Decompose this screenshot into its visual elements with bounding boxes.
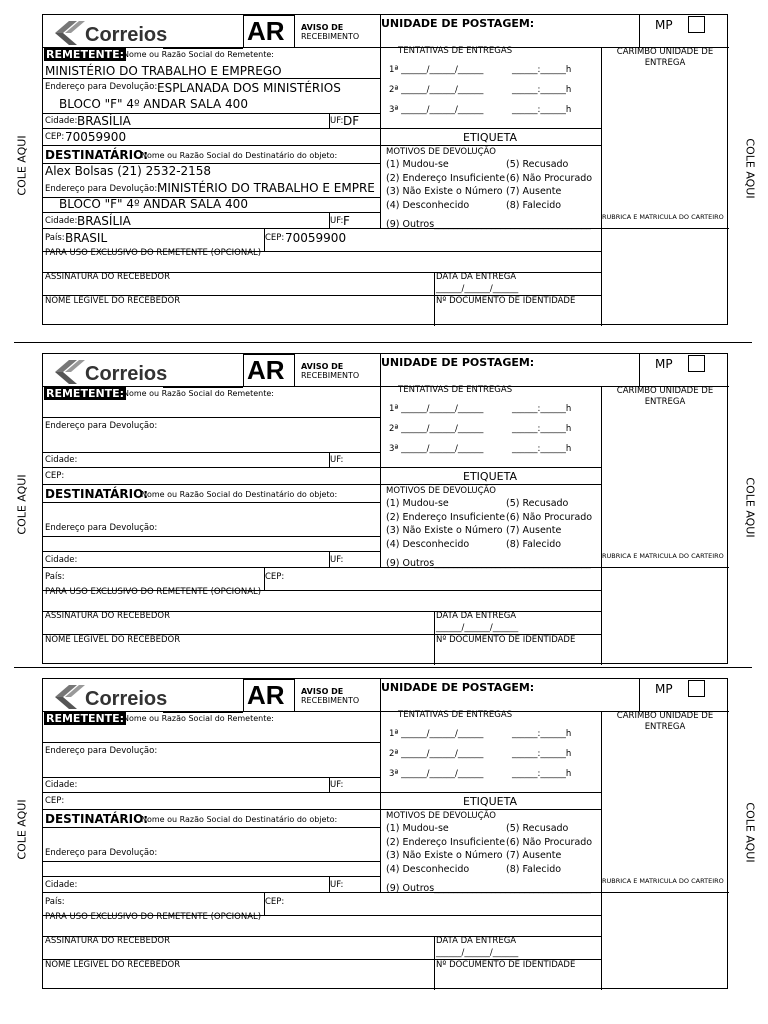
- assinatura-label: ASSINATURA DO RECEBEDOR: [45, 272, 170, 282]
- tentativa-1-date: 1ª ______/______/______: [389, 404, 484, 414]
- cep-label: CEP:: [45, 132, 65, 142]
- motivo-9: (9) Outros_________________________________: [386, 883, 591, 894]
- remetente-hint: Nome ou Razão Social do Remetente:: [123, 714, 274, 723]
- destinatario-hint: Nome ou Razão Social do Destinatário do objeto:: [141, 151, 338, 160]
- remetente-label: REMETENTE:: [46, 387, 125, 400]
- cole-aqui-right-3: COLE AQUI: [743, 802, 757, 863]
- tentativa-2-hour: ______:______h: [512, 424, 572, 434]
- dest-cidade-label: Cidade:: [45, 880, 78, 890]
- correios-logo: [51, 681, 251, 713]
- correios-arrows-icon: [51, 19, 87, 47]
- pais-label: País:: [45, 233, 65, 243]
- carimbo-line-1: CARIMBO UNIDADE DE: [616, 386, 714, 396]
- tentativas-label: TENTATIVAS DE ENTREGAS: [398, 385, 513, 395]
- cidade-value: BRASÍLIA: [77, 114, 131, 128]
- motivo-9: (9) Outros_________________________________: [386, 558, 591, 569]
- motivo-3: (3) Não Existe o Número: [386, 525, 503, 536]
- cidade-label: Cidade:: [45, 116, 78, 126]
- motivo-3: (3) Não Existe o Número: [386, 850, 503, 861]
- carimbo-label: [601, 711, 729, 733]
- tentativa-3-date: 3ª ______/______/______: [389, 769, 484, 779]
- carimbo-line-2: ENTREGA: [644, 397, 686, 407]
- documento-label: Nº DOCUMENTO DE IDENTIDADE: [436, 635, 576, 645]
- dest-cep-label: CEP:: [265, 897, 285, 907]
- endereco-label: Endereço para Devolução:: [45, 82, 158, 92]
- etiqueta-label: ETIQUETA: [463, 470, 517, 483]
- tentativa-3-hour: ______:______h: [512, 769, 572, 779]
- motivos-label: MOTIVOS DE DEVOLUÇÃO: [386, 811, 496, 821]
- destinatario-hint: Nome ou Razão Social do Destinatário do objeto:: [141, 815, 338, 824]
- cole-aqui-left-3: COLE AQUI: [15, 799, 29, 860]
- tentativas-label: TENTATIVAS DE ENTREGAS: [398, 710, 513, 720]
- tentativa-1-date: 1ª ______/______/______: [389, 65, 484, 75]
- unidade-postagem-label: UNIDADE DE POSTAGEM:: [381, 17, 535, 30]
- remetente-hint: Nome ou Razão Social do Remetente:: [123, 50, 274, 59]
- dest-cidade-label: Cidade:: [45, 216, 78, 226]
- aviso-line1: AVISO DE: [301, 362, 344, 371]
- dest-cep-label: CEP:: [265, 233, 285, 243]
- ar-mark: AR: [247, 355, 285, 385]
- tentativa-1-hour: ______:______h: [512, 404, 572, 414]
- cole-aqui-left-1: COLE AQUI: [15, 135, 29, 196]
- mp-checkbox[interactable]: [688, 680, 705, 697]
- motivo-5: (5) Recusado: [506, 498, 569, 509]
- dest-uf-value: F: [343, 214, 350, 228]
- ar-logo: [243, 15, 380, 48]
- motivo-5: (5) Recusado: [506, 159, 569, 170]
- motivo-1: (1) Mudou-se: [386, 823, 449, 834]
- dest-uf-label: UF:: [330, 880, 344, 890]
- motivo-6: (6) Não Procurado: [506, 173, 593, 184]
- ar-mark: AR: [247, 16, 285, 46]
- logo-underline: [163, 48, 243, 49]
- tentativa-2-date: 2ª ______/______/______: [389, 424, 484, 434]
- nome-legivel-label: NOME LEGIVEL DO RECEBEDOR: [45, 635, 181, 645]
- dest-endereco-value-1: MINISTÉRIO DO TRABALHO E EMPRE: [157, 181, 375, 195]
- correios-wordmark: Correios: [85, 24, 168, 46]
- remetente-label: REMETENTE:: [46, 48, 125, 61]
- tentativa-2-hour: ______:______h: [512, 749, 572, 759]
- correios-logo: [51, 17, 251, 49]
- data-entrega-blank: ______/______/______: [436, 623, 519, 633]
- mp-label: MP: [655, 682, 673, 696]
- dest-uf-label: UF:: [330, 216, 344, 226]
- cut-line-2: [14, 667, 752, 668]
- nome-legivel-label: NOME LEGIVEL DO RECEBEDOR: [45, 960, 181, 970]
- motivo-6: (6) Não Procurado: [506, 837, 593, 848]
- uso-exclusivo-label: PARA USO EXCLUSIVO DO REMETENTE (OPCIONAL): [45, 587, 262, 597]
- motivo-1: (1) Mudou-se: [386, 498, 449, 509]
- tentativa-3-hour: ______:______h: [512, 444, 572, 454]
- mp-label: MP: [655, 357, 673, 371]
- cole-aqui-left-2: COLE AQUI: [15, 474, 29, 535]
- dest-cep-value: 70059900: [285, 231, 347, 245]
- motivo-8: (8) Falecido: [506, 200, 562, 211]
- cidade-label: Cidade:: [45, 780, 78, 790]
- data-entrega-label: DATA DA ENTREGA: [436, 611, 517, 621]
- cidade-label: Cidade:: [45, 455, 78, 465]
- destinatario-label: DESTINATÁRIO:: [45, 812, 149, 826]
- tentativa-3-hour: ______:______h: [512, 105, 572, 115]
- dest-cidade-label: Cidade:: [45, 555, 78, 565]
- dest-endereco-value-2: BLOCO "F" 4º ANDAR SALA 400: [59, 197, 248, 211]
- motivo-9: (9) Outros_________________________________: [386, 219, 591, 230]
- unidade-postagem-label: UNIDADE DE POSTAGEM:: [381, 356, 535, 369]
- motivo-6: (6) Não Procurado: [506, 512, 593, 523]
- ar-logo: [243, 679, 380, 712]
- ar-form-3: [42, 678, 728, 989]
- motivos-label: MOTIVOS DE DEVOLUÇÃO: [386, 486, 496, 496]
- assinatura-label: ASSINATURA DO RECEBEDOR: [45, 611, 170, 621]
- motivo-5: (5) Recusado: [506, 823, 569, 834]
- tentativa-3-date: 3ª ______/______/______: [389, 105, 484, 115]
- documento-label: Nº DOCUMENTO DE IDENTIDADE: [436, 960, 576, 970]
- dest-cidade-value: BRASÍLIA: [77, 214, 131, 228]
- tentativas-label: TENTATIVAS DE ENTREGAS: [398, 46, 513, 56]
- logo-underline: [163, 712, 243, 713]
- tentativa-1-date: 1ª ______/______/______: [389, 729, 484, 739]
- correios-arrows-icon: [51, 683, 87, 711]
- pais-label: País:: [45, 572, 65, 582]
- ar-form-1: [42, 14, 728, 325]
- destinatario-label: DESTINATÁRIO:: [45, 487, 149, 501]
- rubrica-label: RUBRICA E MATRICULA DO CARTEIRO: [602, 552, 724, 560]
- etiqueta-label: ETIQUETA: [463, 131, 517, 144]
- cut-line-1: [14, 342, 752, 343]
- motivo-7: (7) Ausente: [506, 186, 562, 197]
- motivos-label: MOTIVOS DE DEVOLUÇÃO: [386, 147, 496, 157]
- ar-form-2: [42, 353, 728, 664]
- mp-checkbox[interactable]: [688, 16, 705, 33]
- carimbo-label: [601, 386, 729, 408]
- destinatario-nome: Alex Bolsas (21) 2532-2158: [45, 164, 212, 178]
- aviso-line2: RECEBIMENTO: [301, 696, 360, 705]
- mp-checkbox[interactable]: [688, 355, 705, 372]
- motivo-2: (2) Endereço Insuficiente: [386, 173, 506, 184]
- endereco-label: Endereço para Devolução:: [45, 421, 158, 431]
- carimbo-line-1: CARIMBO UNIDADE DE: [616, 47, 714, 57]
- etiqueta-label: ETIQUETA: [463, 795, 517, 808]
- ar-mark: AR: [247, 680, 285, 710]
- dest-endereco-label: Endereço para Devolução:: [45, 184, 158, 194]
- data-entrega-label: DATA DA ENTREGA: [436, 936, 517, 946]
- uf-value: DF: [343, 114, 360, 128]
- tentativa-1-hour: ______:______h: [512, 729, 572, 739]
- endereco-value-1: ESPLANADA DOS MINISTÉRIOS: [157, 81, 341, 95]
- rubrica-label: RUBRICA E MATRICULA DO CARTEIRO: [602, 213, 724, 221]
- ar-logo: [243, 354, 380, 387]
- destinatario-label: DESTINATÁRIO:: [45, 148, 149, 162]
- carimbo-line-2: ENTREGA: [644, 722, 686, 732]
- aviso-line2: RECEBIMENTO: [301, 371, 360, 380]
- motivo-7: (7) Ausente: [506, 850, 562, 861]
- tentativa-3-date: 3ª ______/______/______: [389, 444, 484, 454]
- uso-exclusivo-label: PARA USO EXCLUSIVO DO REMETENTE (OPCIONAL): [45, 248, 262, 258]
- correios-logo: [51, 356, 251, 388]
- uf-label: UF:: [330, 780, 344, 790]
- data-entrega-blank: ______/______/______: [436, 284, 519, 294]
- cep-label: CEP:: [45, 796, 65, 806]
- unidade-postagem-label: UNIDADE DE POSTAGEM:: [381, 681, 535, 694]
- mp-label: MP: [655, 18, 673, 32]
- uf-label: UF:: [330, 116, 344, 126]
- carimbo-line-1: CARIMBO UNIDADE DE: [616, 711, 714, 721]
- cep-value: 70059900: [65, 130, 127, 144]
- carimbo-label: [601, 47, 729, 69]
- logo-underline: [163, 387, 243, 388]
- correios-arrows-icon: [51, 358, 87, 386]
- data-entrega-label: DATA DA ENTREGA: [436, 272, 517, 282]
- remetente-nome: MINISTÉRIO DO TRABALHO E EMPREGO: [45, 64, 282, 78]
- dest-endereco-label: Endereço para Devolução:: [45, 523, 158, 533]
- tentativa-1-hour: ______:______h: [512, 65, 572, 75]
- tentativa-2-date: 2ª ______/______/______: [389, 749, 484, 759]
- dest-endereco-label: Endereço para Devolução:: [45, 848, 158, 858]
- motivo-4: (4) Desconhecido: [386, 200, 470, 211]
- motivo-2: (2) Endereço Insuficiente: [386, 837, 506, 848]
- data-entrega-blank: ______/______/______: [436, 948, 519, 958]
- motivo-1: (1) Mudou-se: [386, 159, 449, 170]
- rubrica-label: RUBRICA E MATRICULA DO CARTEIRO: [602, 877, 724, 885]
- remetente-label: REMETENTE:: [46, 712, 125, 725]
- aviso-line2: RECEBIMENTO: [301, 32, 360, 41]
- dest-uf-label: UF:: [330, 555, 344, 565]
- cole-aqui-right-2: COLE AQUI: [743, 477, 757, 538]
- documento-label: Nº DOCUMENTO DE IDENTIDADE: [436, 296, 576, 306]
- tentativa-2-date: 2ª ______/______/______: [389, 85, 484, 95]
- aviso-line1: AVISO DE: [301, 687, 344, 696]
- motivo-8: (8) Falecido: [506, 864, 562, 875]
- cole-aqui-right-1: COLE AQUI: [743, 138, 757, 199]
- pais-label: País:: [45, 897, 65, 907]
- aviso-line1: AVISO DE: [301, 23, 344, 32]
- endereco-value-2: BLOCO "F" 4º ANDAR SALA 400: [59, 97, 248, 111]
- nome-legivel-label: NOME LEGIVEL DO RECEBEDOR: [45, 296, 181, 306]
- tentativa-2-hour: ______:______h: [512, 85, 572, 95]
- assinatura-label: ASSINATURA DO RECEBEDOR: [45, 936, 170, 946]
- remetente-hint: Nome ou Razão Social do Remetente:: [123, 389, 274, 398]
- correios-wordmark: Correios: [85, 363, 168, 385]
- uf-label: UF:: [330, 455, 344, 465]
- motivo-8: (8) Falecido: [506, 539, 562, 550]
- motivo-4: (4) Desconhecido: [386, 539, 470, 550]
- motivo-2: (2) Endereço Insuficiente: [386, 512, 506, 523]
- pais-value: BRASIL: [65, 231, 108, 245]
- dest-cep-label: CEP:: [265, 572, 285, 582]
- motivo-7: (7) Ausente: [506, 525, 562, 536]
- destinatario-hint: Nome ou Razão Social do Destinatário do objeto:: [141, 490, 338, 499]
- motivo-4: (4) Desconhecido: [386, 864, 470, 875]
- endereco-label: Endereço para Devolução:: [45, 746, 158, 756]
- correios-wordmark: Correios: [85, 688, 168, 710]
- carimbo-line-2: ENTREGA: [644, 58, 686, 68]
- uso-exclusivo-label: PARA USO EXCLUSIVO DO REMETENTE (OPCIONAL): [45, 912, 262, 922]
- motivo-3: (3) Não Existe o Número: [386, 186, 503, 197]
- cep-label: CEP:: [45, 471, 65, 481]
